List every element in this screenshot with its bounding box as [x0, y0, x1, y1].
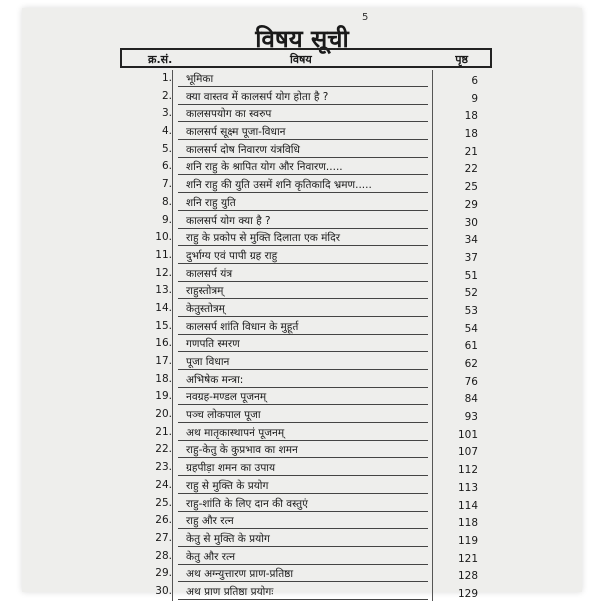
table-row	[22, 371, 582, 389]
entry-number: 26.	[155, 514, 172, 527]
entry-number: 18.	[155, 372, 172, 385]
entry-topic: राहु-शांति के लिए दान की वस्तुएं	[186, 497, 308, 510]
table-row	[22, 406, 582, 424]
entry-page: 129	[457, 587, 478, 600]
entry-number: 6.	[161, 160, 172, 173]
entry-page: 54	[464, 322, 478, 335]
entry-number: 4.	[161, 125, 172, 138]
entry-page: 76	[464, 375, 478, 388]
table-row	[22, 70, 582, 88]
entry-topic: अथ मातृकास्थापनं पूजनम्	[186, 426, 285, 439]
page-marker: 5	[362, 12, 369, 23]
entry-number: 21.	[155, 425, 172, 438]
table-row	[22, 158, 582, 176]
entry-number: 29.	[155, 567, 172, 580]
entry-number: 2.	[161, 89, 172, 102]
entry-number: 5.	[161, 142, 172, 155]
table-row	[22, 282, 582, 300]
entry-topic: राहु और रत्न	[186, 515, 234, 528]
entry-page: 53	[464, 304, 478, 317]
table-row	[22, 459, 582, 477]
column-divider	[432, 70, 433, 601]
entry-number: 19.	[155, 390, 172, 403]
book-page	[22, 8, 582, 600]
entry-page: 18	[464, 128, 478, 141]
table-row	[22, 318, 582, 336]
entry-page: 18	[464, 110, 478, 123]
entry-page: 112	[457, 464, 478, 477]
entry-page: 9	[471, 92, 478, 105]
entry-topic: कालसर्प दोष निवारण यंत्रविधि	[186, 143, 300, 156]
entry-page: 34	[464, 234, 478, 247]
header-serial-number: क्र.सं.	[148, 53, 173, 66]
entry-page: 6	[471, 75, 478, 87]
entry-number: 15.	[155, 319, 172, 332]
entry-number: 11.	[155, 248, 172, 261]
entry-page: 52	[464, 287, 478, 300]
table-row	[22, 194, 582, 212]
entry-topic: कालसर्प शांति विधान के मुहूर्त	[186, 320, 299, 333]
entry-number: 7.	[161, 178, 172, 191]
contents-table	[22, 70, 582, 601]
entry-number: 12.	[155, 266, 172, 279]
table-row	[22, 229, 582, 247]
entry-topic: दुर्भाग्य एवं पापी ग्रह राहु	[186, 249, 278, 262]
entry-page: 29	[464, 198, 478, 211]
table-row	[22, 388, 582, 406]
entry-topic: अथ अग्न्युत्तारण प्राण-प्रतिष्ठा	[186, 568, 294, 581]
entry-topic: कालसपयोग का स्वरुप	[186, 108, 272, 121]
entry-topic: ग्रहपीड़ा शमन का उपाय	[186, 462, 276, 475]
entry-page: 114	[457, 499, 478, 512]
entry-page: 62	[464, 358, 478, 370]
entry-topic: शनि राहु के श्रापित योग और निवारण.....	[186, 161, 343, 174]
table-row	[22, 105, 582, 123]
entry-page: 37	[464, 251, 478, 264]
table-row	[22, 495, 582, 513]
entry-topic: केतु से मुक्ति के प्रयोग	[186, 532, 270, 545]
table-row	[22, 565, 582, 583]
entry-number: 30.	[155, 584, 172, 597]
entry-number: 1.	[161, 72, 172, 84]
entry-topic: राहु से मुक्ति के प्रयोग	[186, 479, 269, 492]
entry-page: 51	[464, 269, 478, 282]
entry-topic: नवग्रह-मण्डल पूजनम्	[186, 391, 267, 404]
table-row	[22, 300, 582, 318]
entry-number: 23.	[155, 461, 172, 474]
table-row	[22, 424, 582, 442]
entry-number: 8.	[161, 195, 172, 208]
entry-number: 28.	[155, 549, 172, 562]
entry-page: 22	[464, 163, 478, 176]
entry-topic: पूजा विधान	[186, 356, 230, 368]
entry-page: 93	[464, 411, 478, 424]
table-row	[22, 141, 582, 159]
entry-topic: कालसर्प यंत्र	[186, 267, 233, 280]
entry-topic: भूमिका	[186, 73, 214, 85]
entry-number: 27.	[155, 531, 172, 544]
entry-topic: कालसर्प योग क्या है ?	[186, 214, 271, 227]
header-page: पृष्ठ	[455, 53, 468, 66]
table-row	[22, 512, 582, 530]
table-row	[22, 548, 582, 566]
entry-page: 25	[464, 181, 478, 194]
entry-topic: राहु-केतु के कुप्रभाव का शमन	[186, 444, 298, 457]
table-row	[22, 265, 582, 283]
entry-page: 119	[457, 534, 478, 547]
table-row	[22, 88, 582, 106]
table-row	[22, 176, 582, 194]
entry-page: 113	[457, 481, 478, 494]
table-row	[22, 583, 582, 601]
page-title: विषय सूची	[255, 25, 349, 53]
entry-number: 10.	[155, 231, 172, 244]
entry-page: 21	[464, 145, 478, 158]
entry-page: 107	[457, 446, 478, 459]
table-row	[22, 335, 582, 353]
entry-topic: शनि राहु युति	[186, 196, 236, 209]
entry-page: 121	[457, 552, 478, 565]
entry-number: 24.	[155, 478, 172, 491]
table-row	[22, 212, 582, 230]
table-row	[22, 123, 582, 141]
table-row	[22, 441, 582, 459]
entry-number: 13.	[155, 284, 172, 297]
entry-topic: अभिषेक मन्त्रा:	[186, 373, 244, 386]
table-row	[22, 477, 582, 495]
column-divider	[172, 70, 173, 601]
entry-topic: कालसर्प सूक्ष्म पूजा-विधान	[186, 126, 286, 139]
entry-topic: क्या वास्तव में कालसर्प योग होता है ?	[186, 90, 329, 103]
entry-page: 84	[464, 393, 478, 406]
entry-topic: केतुस्तोत्रम्	[186, 302, 225, 315]
entry-topic: शनि राहु की युति उसमें शनि कृतिकादि भ्रमण.....	[186, 179, 372, 192]
entry-number: 14.	[155, 301, 172, 314]
entry-number: 20.	[155, 408, 172, 421]
entry-page: 30	[464, 216, 478, 229]
entry-topic: अथ प्राण प्रतिष्ठा प्रयोगः	[186, 585, 274, 598]
entry-topic: पञ्च लोकपाल पूजा	[186, 409, 261, 422]
entry-number: 25.	[155, 496, 172, 509]
entry-topic: केतु और रत्न	[186, 550, 236, 563]
entry-page: 101	[457, 428, 478, 441]
entry-page: 118	[457, 517, 478, 530]
entry-number: 3.	[161, 107, 172, 120]
header-topic: विषय	[290, 53, 312, 66]
entry-page: 61	[464, 340, 478, 353]
entry-number: 9.	[161, 213, 172, 226]
entry-topic: राहु के प्रकोप से मुक्ति दिलाता एक मंदिर	[186, 232, 341, 245]
table-row	[22, 530, 582, 548]
table-row	[22, 247, 582, 265]
entry-page: 128	[457, 570, 478, 583]
table-header	[120, 48, 492, 68]
entry-number: 16.	[155, 337, 172, 350]
table-row	[22, 353, 582, 371]
entry-topic: राहुस्तोत्रम्	[186, 285, 224, 298]
entry-topic: गणपति स्मरण	[186, 338, 240, 351]
entry-number: 22.	[155, 443, 172, 456]
entry-number: 17.	[155, 355, 172, 367]
